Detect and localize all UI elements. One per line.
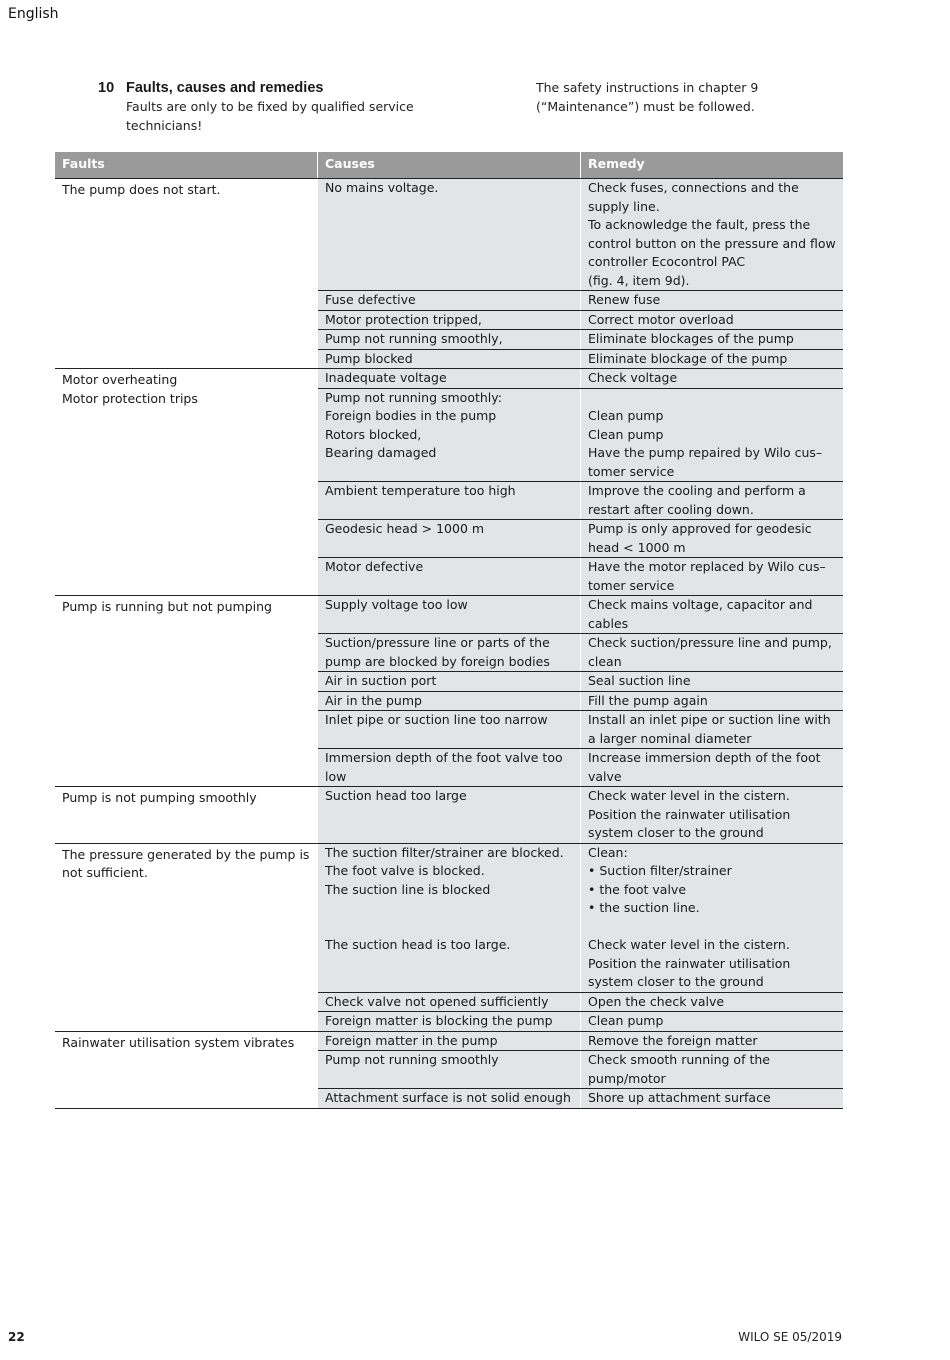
remedy-cell: Eliminate blockages of the pump (588, 331, 794, 346)
table-row (318, 1050, 843, 1088)
cause-cell: Suction/pressure line or parts of the pump are blocked by foreign bodies (325, 635, 550, 669)
safety-note: The safety instructions in chapter 9 (“Maintenance”) must be followed. (536, 80, 759, 114)
cause-cell: Fuse defective (325, 292, 416, 307)
fault-cell: Rainwater utilisation system vibrates (62, 1034, 295, 1050)
cause-cell: Inlet pipe or suction line too narrow (325, 712, 548, 727)
cause-cell: Motor defective (325, 559, 424, 574)
remedy-cell: Remove the foreign matter (588, 1032, 758, 1048)
cause-cell: The suction filter/strainer are blocked. The foot valve is blocked. The suction line is blocked The suction head is too large. (325, 844, 564, 952)
table-row (318, 1088, 843, 1108)
remedy-cell: Renew fuse (588, 292, 661, 307)
table-row (318, 481, 843, 519)
remedy-cell: Increase immersion depth of the foot valve (588, 750, 821, 784)
remedy-cell: Check smooth running of the pump/motor (588, 1052, 770, 1086)
table-row (318, 1032, 843, 1051)
cause-cell: Inadequate voltage (325, 370, 447, 385)
faults-table (55, 152, 843, 1109)
remedy-cell: Improve the cooling and perform a restart after cooling down. (588, 483, 806, 517)
remedy-cell: Check water level in the cistern. Position the rainwater utilisation system closer to the ground (588, 788, 791, 840)
fault-cell: Pump is not pumping smoothly (62, 790, 257, 805)
cause-cell: Pump not running smoothly, (325, 331, 503, 346)
remedy-cell: Have the motor replaced by Wilo cus–tomer service (588, 559, 826, 593)
table-row (318, 787, 843, 843)
remedy-cell: Install an inlet pipe or suction line with a larger nominal diameter (588, 712, 831, 746)
cause-cell: Foreign matter is blocking the pump (325, 1013, 553, 1028)
remedy-cell: Clean pump Clean pump Have the pump repaired by Wilo cus–tomer service (588, 408, 823, 479)
table-row (318, 369, 843, 388)
remedy-cell: Pump is only approved for geodesic head < 1000 m (588, 521, 812, 555)
cause-cell: Attachment surface is not solid enough (325, 1090, 571, 1105)
table-row (318, 992, 843, 1012)
fault-group (55, 595, 843, 786)
table-row (318, 748, 843, 786)
table-header (55, 152, 843, 178)
table-row (318, 310, 843, 330)
cause-cell: Pump not running smoothly: Foreign bodies in the pump Rotors blocked, Bearing damaged (325, 389, 502, 460)
remedy-cell: Seal suction line (588, 673, 691, 688)
table-row (318, 557, 843, 595)
table-row (318, 519, 843, 557)
cause-cell: Pump blocked (325, 350, 413, 366)
remedy-cell: Clean: • Suction filter/strainer • the foot valve • the suction line. Check water level in the cistern. Position the rainwater utilisation system closer to the ground (588, 844, 791, 989)
table-row (318, 179, 843, 290)
cause-cell: No mains voltage. (325, 180, 439, 195)
fault-group (55, 368, 843, 595)
remedy-cell: Check suction/pressure line and pump, clean (588, 635, 832, 669)
table-row (318, 844, 843, 992)
fault-cell: Motor overheating Motor protection trips (62, 372, 198, 406)
cause-cell: Pump not running smoothly (325, 1052, 499, 1067)
table-row (318, 329, 843, 349)
footer-publisher: WILO SE 05/2019 (738, 1330, 842, 1344)
section-subtitle: Faults are only to be fixed by qualified service technicians! (126, 99, 414, 133)
remedy-cell: Shore up attachment surface (588, 1090, 771, 1105)
table-row (318, 388, 843, 482)
cause-cell: Check valve not opened sufficiently (325, 993, 549, 1009)
header-faults: Faults (62, 156, 105, 171)
table-row (318, 633, 843, 671)
table-row (318, 349, 843, 369)
remedy-cell: Eliminate blockage of the pump (588, 350, 788, 366)
header-remedy: Remedy (580, 152, 843, 178)
header-causes: Causes (317, 152, 580, 178)
table-body (55, 178, 843, 1109)
table-row (318, 596, 843, 633)
section-number: 10 (98, 80, 115, 96)
cause-cell: Suction head too large (325, 788, 467, 803)
remedy-cell: Fill the pump again (588, 692, 708, 708)
table-row (318, 1011, 843, 1031)
table-row (318, 671, 843, 691)
remedy-cell: Check fuses, connections and the supply line. To acknowledge the fault, press the control button on the pressure and flow controller Ecocontrol PAC (fig. 4, item 9d). (588, 180, 836, 288)
section-header (98, 79, 448, 135)
cause-cell: Immersion depth of the foot valve too low (325, 750, 563, 784)
cause-cell: Geodesic head > 1000 m (325, 521, 485, 536)
cause-cell: Foreign matter in the pump (325, 1032, 498, 1048)
cause-cell: Motor protection tripped, (325, 311, 482, 327)
cause-cell: Ambient temperature too high (325, 483, 516, 498)
fault-group (55, 843, 843, 1031)
table-row (318, 691, 843, 711)
fault-cell: The pump does not start. (62, 182, 221, 197)
remedy-cell: Clean pump (588, 1013, 664, 1028)
table-row (318, 710, 843, 748)
language-label: English (8, 6, 59, 22)
cause-cell: Supply voltage too low (325, 597, 468, 612)
fault-group (55, 178, 843, 368)
remedy-cell: Check mains voltage, capacitor and cables (588, 597, 813, 631)
fault-cell: The pressure generated by the pump is not sufficient. (62, 846, 310, 880)
section-title: Faults, causes and remedies (126, 80, 324, 96)
page-number: 22 (8, 1330, 25, 1344)
remedy-cell: Open the check valve (588, 993, 725, 1009)
remedy-cell: Correct motor overload (588, 311, 734, 327)
fault-group (55, 786, 843, 843)
cause-cell: Air in suction port (325, 673, 437, 688)
remedy-cell: Check voltage (588, 370, 678, 385)
table-row (318, 290, 843, 310)
cause-cell: Air in the pump (325, 692, 422, 708)
fault-group (55, 1031, 843, 1109)
fault-cell: Pump is running but not pumping (62, 599, 272, 614)
